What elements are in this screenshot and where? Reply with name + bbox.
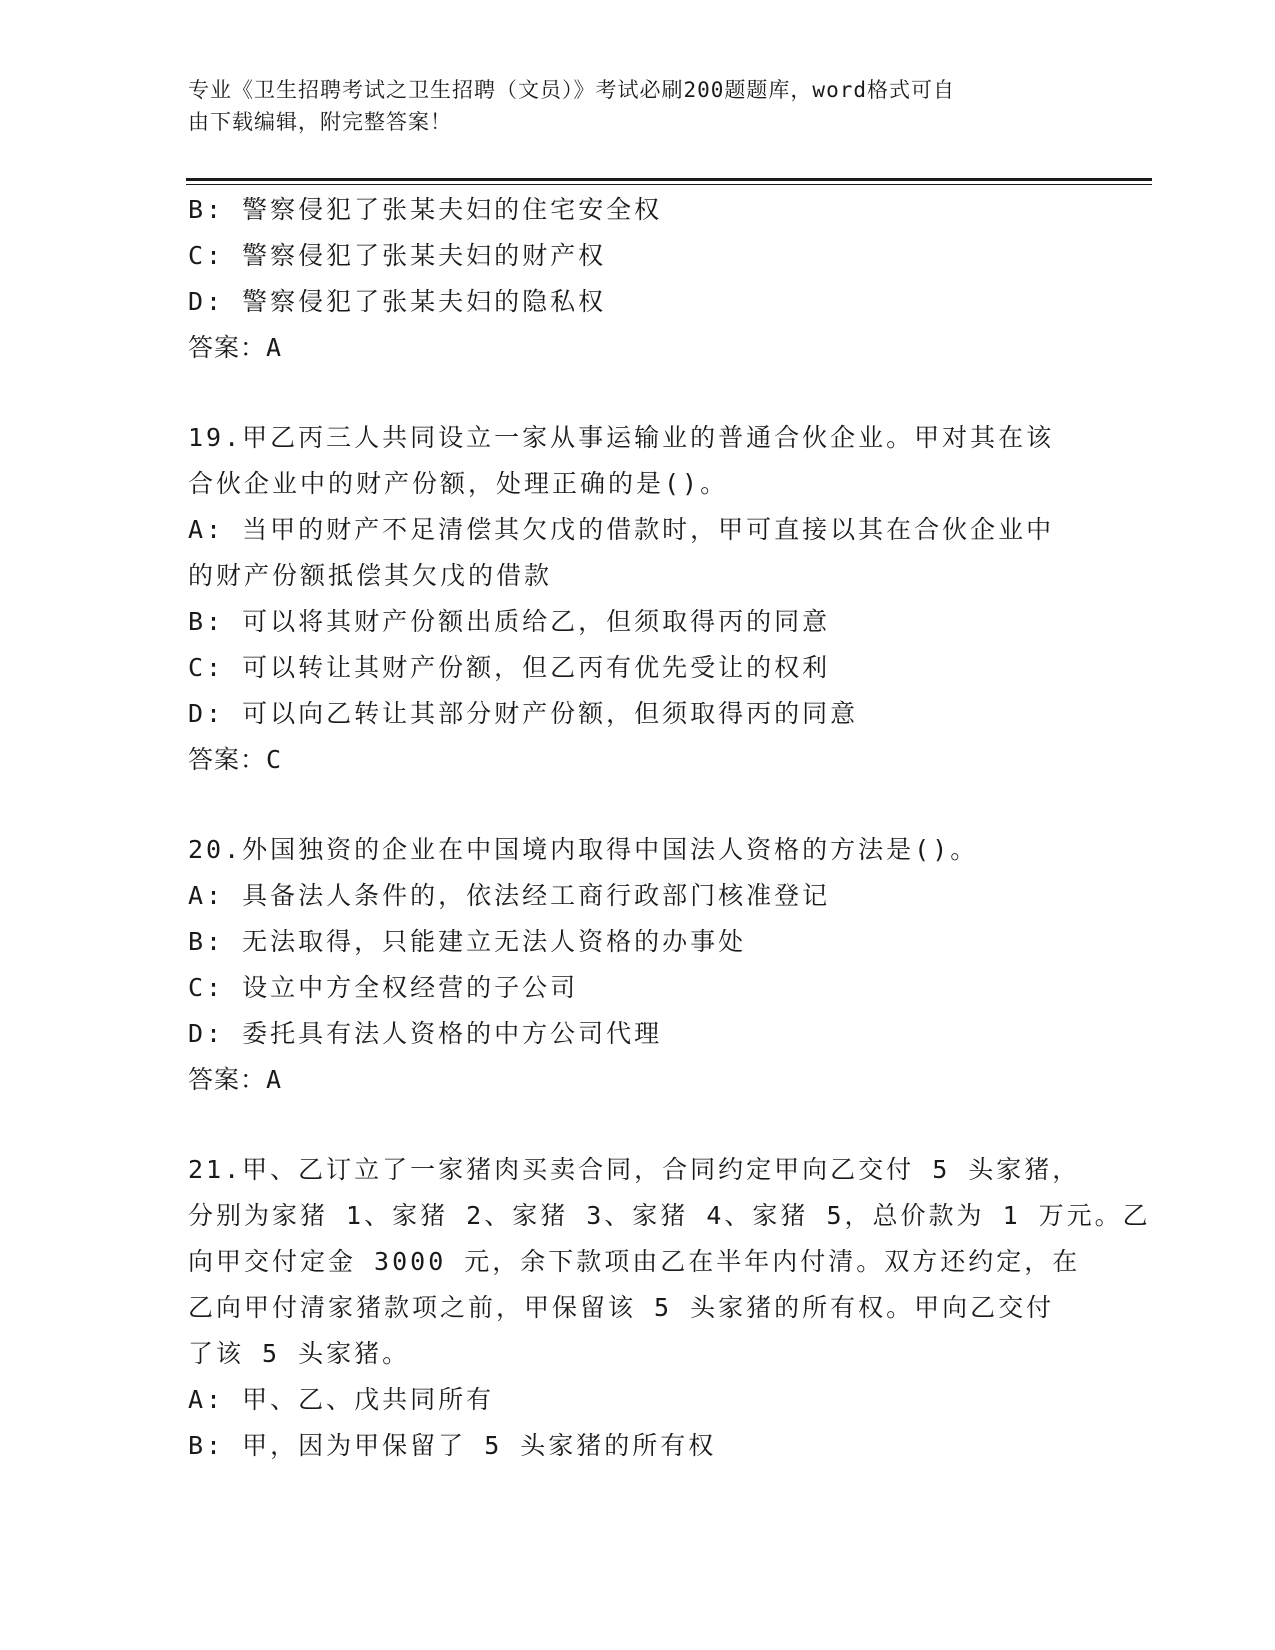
q21-stem-line-4: 乙向甲付清家猪款项之前，甲保留该 5 头家猪的所有权。甲向乙交付 <box>188 1293 1055 1322</box>
question-19 <box>188 415 1068 783</box>
q18-option-d: D: 警察侵犯了张某夫妇的隐私权 <box>188 287 607 316</box>
q21-stem-line-1: 21.甲、乙订立了一家猪肉买卖合同，合同约定甲向乙交付 5 头家猪， <box>188 1155 1081 1184</box>
document-header <box>188 74 1068 138</box>
q21-stem-line-3: 向甲交付定金 3000 元，余下款项由乙在半年内付清。双方还约定，在 <box>188 1247 1081 1276</box>
question-gap <box>188 1103 1068 1147</box>
q21-stem-line-2: 分别为家猪 1、家猪 2、家猪 3、家猪 4、家猪 5，总价款为 1 万元。乙 <box>188 1201 1151 1230</box>
header-rule-thick <box>186 178 1152 181</box>
q20-option-b: B: 无法取得，只能建立无法人资格的办事处 <box>188 927 747 956</box>
q21-stem-line-5: 了该 5 头家猪。 <box>188 1339 411 1368</box>
q18-option-c: C: 警察侵犯了张某夫妇的财产权 <box>188 241 607 270</box>
q20-option-c: C: 设立中方全权经营的子公司 <box>188 973 579 1002</box>
q20-option-a: A: 具备法人条件的，依法经工商行政部门核准登记 <box>188 881 831 910</box>
q19-stem-line-1: 19.甲乙丙三人共同设立一家从事运输业的普通合伙企业。甲对其在该 <box>188 423 1055 452</box>
question-18-tail <box>188 187 1068 371</box>
question-list <box>188 187 1151 1469</box>
q19-option-b: B: 可以将其财产份额出质给乙，但须取得丙的同意 <box>188 607 831 636</box>
q20-option-d: D: 委托具有法人资格的中方公司代理 <box>188 1019 663 1048</box>
question-gap <box>188 783 1068 827</box>
q19-answer: 答案：C <box>188 745 283 774</box>
q19-option-c: C: 可以转让其财产份额，但乙丙有优先受让的权利 <box>188 653 831 682</box>
q19-stem-line-2: 合伙企业中的财产份额，处理正确的是()。 <box>188 469 729 498</box>
q21-option-a: A: 甲、乙、戊共同所有 <box>188 1385 495 1414</box>
header-rule-thin <box>186 184 1152 185</box>
q20-answer: 答案：A <box>188 1065 283 1094</box>
question-21 <box>188 1147 1151 1469</box>
q18-option-b: B: 警察侵犯了张某夫妇的住宅安全权 <box>188 195 663 224</box>
question-20 <box>188 827 1068 1103</box>
question-gap <box>188 371 1068 415</box>
q19-option-a-line-2: 的财产份额抵偿其欠戊的借款 <box>188 561 553 590</box>
q19-option-d: D: 可以向乙转让其部分财产份额，但须取得丙的同意 <box>188 699 859 728</box>
q18-answer: 答案：A <box>188 333 283 362</box>
header-line-2: 由下载编辑，附完整答案！ <box>188 110 452 134</box>
header-line-1: 专业《卫生招聘考试之卫生招聘（文员）》考试必刷200题题库，word格式可自 <box>188 78 955 102</box>
q21-option-b: B: 甲，因为甲保留了 5 头家猪的所有权 <box>188 1431 717 1460</box>
q19-option-a-line-1: A: 当甲的财产不足清偿其欠戊的借款时，甲可直接以其在合伙企业中 <box>188 515 1055 544</box>
q20-stem: 20.外国独资的企业在中国境内取得中国法人资格的方法是()。 <box>188 835 979 864</box>
